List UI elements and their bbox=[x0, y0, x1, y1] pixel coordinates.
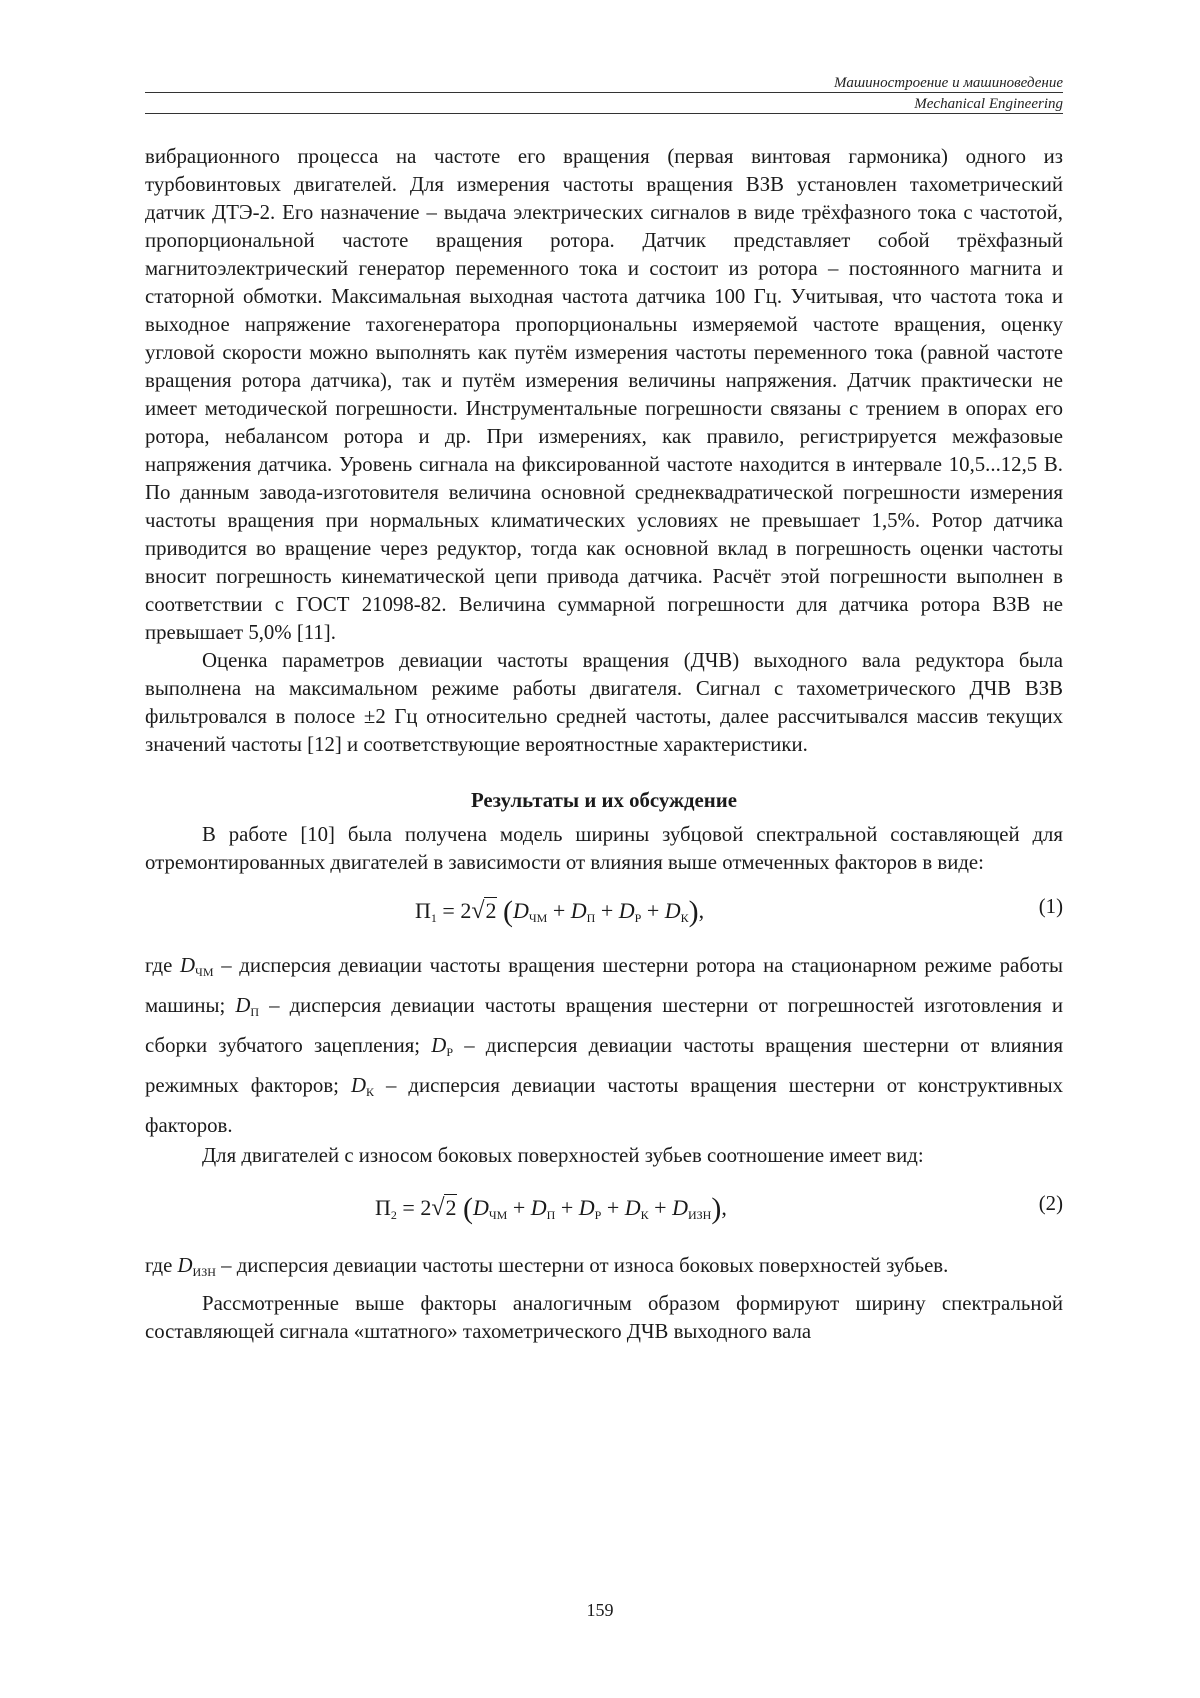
header-rule-bottom bbox=[145, 113, 1063, 114]
subscript: П bbox=[586, 911, 596, 925]
page-number: 159 bbox=[586, 1600, 614, 1620]
equals-sign: = bbox=[442, 898, 455, 923]
equation-2-number: (2) bbox=[1038, 1192, 1063, 1215]
running-header-en: Mechanical Engineering bbox=[914, 96, 1063, 112]
subscript: Р bbox=[634, 911, 642, 925]
coefficient: 2 bbox=[460, 898, 472, 923]
sqrt bbox=[431, 1195, 457, 1222]
subscript: Р bbox=[594, 1208, 602, 1222]
main-column bbox=[145, 143, 1063, 1346]
equation-2-formula bbox=[375, 1192, 727, 1226]
radical-sign: √ bbox=[471, 898, 485, 924]
paragraph-factors: Рассмотренные выше факторы аналогичным образом формируют ширину спектральной составляющей сигнала «штатного» тахометрического ДЧВ выходного вала bbox=[145, 1292, 1063, 1343]
symbol-D: D bbox=[472, 1195, 489, 1220]
subscript: Р bbox=[446, 1045, 454, 1059]
symbol-D: D bbox=[618, 898, 635, 923]
plus-sign: + bbox=[606, 1195, 620, 1220]
subscript: ЧМ bbox=[488, 1208, 508, 1222]
legend-d-k: – дисперсия девиации частоты вращения шестерни от конструктивных факторов. bbox=[145, 1074, 1064, 1137]
symbol-D: D bbox=[512, 898, 529, 923]
comma: , bbox=[698, 898, 705, 923]
paragraph-eq1-legend bbox=[145, 949, 1063, 1142]
equals-sign: = bbox=[402, 1195, 415, 1220]
legend-d-r: – дисперсия девиации частоты вращения шестерни от влияния режимных факторов; bbox=[145, 1034, 1064, 1097]
symbol-D: D bbox=[180, 954, 196, 977]
symbol-D: D bbox=[431, 1034, 447, 1057]
comma: , bbox=[721, 1195, 727, 1220]
radicand: 2 bbox=[445, 1195, 457, 1220]
subscript: К bbox=[680, 911, 689, 925]
close-paren: ) bbox=[711, 1192, 722, 1225]
subscript: 2 bbox=[390, 1208, 397, 1222]
open-paren: ( bbox=[502, 895, 513, 928]
where-word: где bbox=[145, 1254, 173, 1277]
symbol-D: D bbox=[578, 1195, 595, 1220]
symbol-P: П bbox=[415, 898, 431, 923]
running-header-ru: Машиностроение и машиноведение bbox=[834, 75, 1063, 91]
radical-sign: √ bbox=[431, 1195, 445, 1221]
legend-d-p: – дисперсия девиации частоты вращения шестерни от погрешностей изготовления и сборки зубчатого зацепления; bbox=[145, 994, 1063, 1057]
legend-d-chm: – дисперсия девиации частоты вращения шестерни ротора на стационарном режиме работы машины; bbox=[145, 954, 1063, 1017]
subscript: ИЗН bbox=[687, 1208, 712, 1222]
subscript: ЧМ bbox=[195, 965, 214, 979]
symbol-D: D bbox=[235, 994, 251, 1017]
symbol-D: D bbox=[177, 1254, 193, 1277]
open-paren: ( bbox=[462, 1192, 473, 1225]
paragraph-model-intro: В работе [10] была получена модель ширины зубцовой спектральной составляющей для отремонтированных двигателей в зависимости от влияния выше отмеченных факторов в виде: bbox=[145, 823, 1063, 874]
symbol-D: D bbox=[624, 1195, 641, 1220]
symbol-D: D bbox=[672, 1195, 688, 1220]
subscript: К bbox=[640, 1208, 649, 1222]
subscript: ИЗН bbox=[192, 1265, 216, 1279]
legend-d-izn: – дисперсия девиации частоты шестерни от износа боковых поверхностей зубьев. bbox=[221, 1254, 949, 1277]
close-paren: ) bbox=[688, 895, 699, 928]
equation-1-number: (1) bbox=[1038, 895, 1063, 918]
plus-sign: + bbox=[512, 1195, 526, 1220]
equation-2 bbox=[145, 1184, 1063, 1232]
symbol-D: D bbox=[664, 898, 681, 923]
plus-sign: + bbox=[600, 898, 614, 923]
subscript: 1 bbox=[430, 911, 437, 925]
equation-1-formula bbox=[415, 895, 704, 929]
symbol-P: П bbox=[375, 1195, 391, 1220]
paragraph-deviation-estimation: Оценка параметров девиации частоты вращения (ДЧВ) выходного вала редуктора была выполнена на максимальном режиме работы двигателя. Сигнал с тахометрического ДЧВ ВЗВ фильтровался в полосе ±2 Гц относительно средней частоты, далее рассчитывался массив текущих значений частоты [12] и соответствующие вероятностные характеристики. bbox=[145, 649, 1063, 756]
subscript: П bbox=[546, 1208, 556, 1222]
symbol-D: D bbox=[530, 1195, 547, 1220]
subscript: П bbox=[250, 1005, 260, 1019]
paragraph-wear-intro: Для двигателей с износом боковых поверхностей зубьев соотношение имеет вид: bbox=[202, 1144, 924, 1167]
where-word: где bbox=[145, 954, 173, 977]
equation-1 bbox=[145, 887, 1063, 935]
header-rule-top bbox=[145, 92, 1063, 93]
symbol-D: D bbox=[350, 1074, 366, 1097]
section-heading: Результаты и их обсуждение bbox=[471, 789, 737, 812]
plus-sign: + bbox=[560, 1195, 574, 1220]
plus-sign: + bbox=[646, 898, 660, 923]
subscript: К bbox=[365, 1085, 374, 1099]
plus-sign: + bbox=[654, 1195, 667, 1220]
coefficient: 2 bbox=[420, 1195, 432, 1220]
plus-sign: + bbox=[552, 898, 566, 923]
subscript: ЧМ bbox=[528, 911, 548, 925]
paragraph-eq2-legend bbox=[145, 1250, 1063, 1288]
symbol-D: D bbox=[570, 898, 587, 923]
sqrt bbox=[471, 898, 497, 925]
spacer bbox=[145, 759, 1063, 787]
radicand: 2 bbox=[485, 898, 497, 923]
paragraph-sensor-description: вибрационного процесса на частоте его вращения (первая винтовая гармоника) одного из турбовинтовых двигателей. Для измерения частоты вращения ВЗВ установлен тахометрический датчик ДТЭ-2. Его назначение – выдача электрических сигналов в виде трёхфазного тока с частотой, пропорциональной частоте вращения ротора. Датчик представляет собой трёхфазный магнитоэлектрический генератор переменного тока и состоит из ротора – постоянного магнита и статорной обмотки. Максимальная выходная частота датчика 100 Гц. Учитывая, что частота тока и выходное напряжение тахогенератора пропорциональны измеряемой частоте вращения, оценку угловой скорости можно выполнять как путём измерения частоты переменного тока (равной частоте вращения ротора датчика), так и путём измерения величины напряжения. Датчик практически не имеет методической погрешности. Инструментальные погрешности связаны с трением в опорах его ротора, небалансом ротора и др. При измерениях, как правило, регистрируется межфазовые напряжения датчика. Уровень сигнала на фиксированной частоте находится в интервале 10,5...12,5 В. По данным завода-изготовителя величина основной среднеквадратической погрешности измерения частоты вращения при нормальных климатических условиях не превышает 1,5%. Ротор датчика приводится во вращение через редуктор, тогда как основной вклад в погрешность оценки частоты вносит погрешность кинематической цепи привода датчика. Расчёт этой погрешности выполнен в соответствии с ГОСТ 21098-82. Величина суммарной погрешности для датчика ротора ВЗВ не превышает 5,0% [11]. bbox=[145, 145, 1063, 644]
